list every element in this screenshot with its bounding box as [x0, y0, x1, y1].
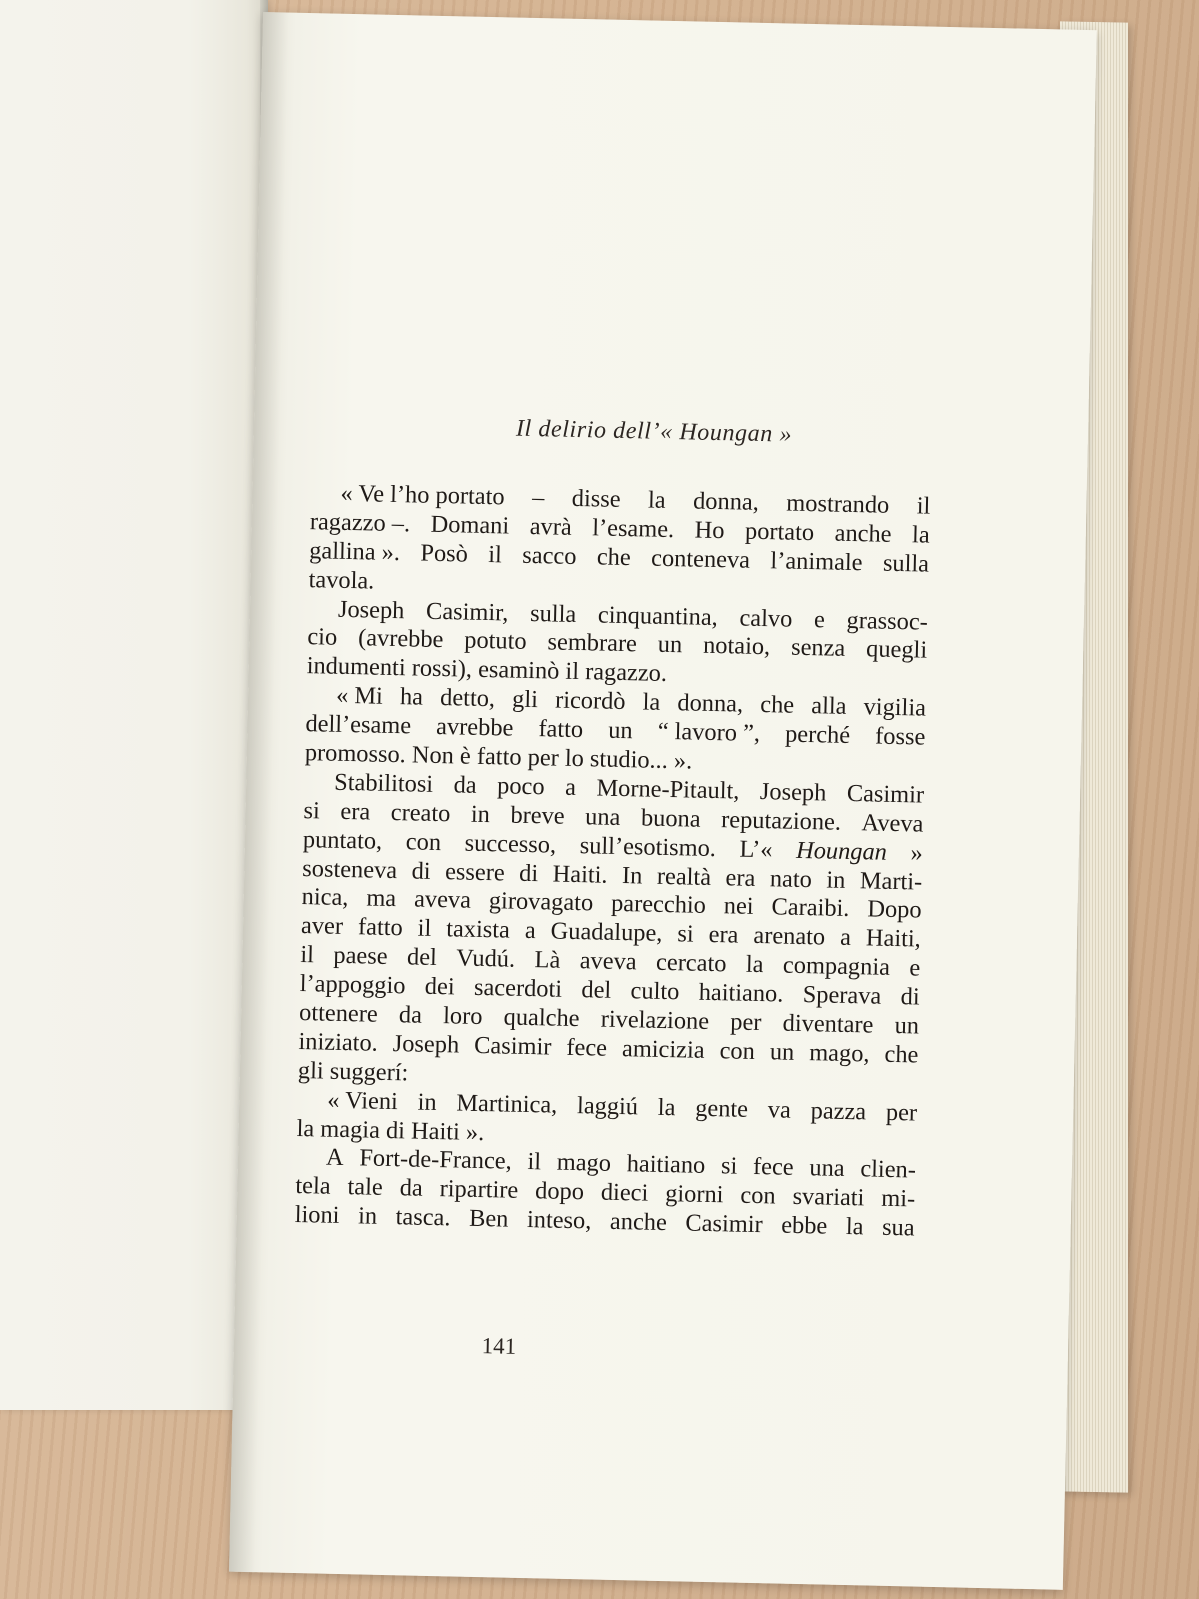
word: Joseph: [337, 595, 405, 624]
word: fosse: [874, 722, 926, 751]
word: Haiti,: [865, 924, 922, 953]
word: inteso,: [526, 1206, 592, 1235]
word: la magia di Haiti ».: [296, 1114, 485, 1146]
word: la: [745, 951, 764, 979]
word: detto,: [439, 684, 496, 713]
word: paese: [333, 942, 388, 971]
word: dei: [424, 972, 455, 1001]
word: qualche: [503, 1003, 580, 1033]
word: essere: [444, 857, 506, 887]
word: giorni: [664, 1180, 724, 1209]
word: che: [596, 543, 632, 571]
word: e: [909, 954, 921, 982]
word: L’«: [739, 835, 773, 863]
word: di: [518, 859, 539, 887]
word: Casimir,: [425, 597, 509, 627]
word: nei: [723, 892, 754, 921]
word: per: [730, 1008, 762, 1037]
word: ricordò: [554, 686, 626, 716]
word: gallina ».: [308, 536, 401, 566]
word: loro: [442, 1002, 483, 1031]
word: lioni: [294, 1201, 340, 1230]
word: Sperava: [802, 981, 882, 1010]
word: notaio,: [702, 632, 771, 661]
word: avrebbe: [435, 713, 514, 742]
word: puntato,: [302, 825, 383, 855]
word: successo,: [464, 829, 557, 859]
word: sull’esotismo.: [579, 831, 717, 862]
word: anche: [834, 519, 892, 548]
word: l’appoggio: [299, 970, 406, 1000]
word: donna,: [692, 487, 760, 516]
word: ebbe: [780, 1211, 828, 1240]
word: dopo: [534, 1177, 585, 1206]
word: la: [642, 688, 661, 717]
word: Ho: [694, 516, 725, 545]
word: nica,: [301, 883, 349, 912]
word: la: [647, 486, 666, 514]
word: svariati: [792, 1183, 865, 1212]
word: Fort-de-France,: [359, 1144, 513, 1176]
word: cio: [307, 623, 338, 652]
word: Houngan: [795, 836, 888, 866]
word: Aveva: [861, 809, 924, 838]
word: sosteneva: [302, 854, 398, 884]
right-page: [229, 12, 1097, 1590]
word: tavola.: [308, 565, 375, 595]
word: –: [531, 483, 545, 512]
word: per: [885, 1098, 918, 1127]
word: va: [767, 1095, 792, 1124]
word: un: [657, 631, 683, 659]
word: fatto: [538, 715, 584, 744]
word: aveva: [579, 947, 637, 976]
word: reputazione.: [720, 805, 842, 836]
left-page: [0, 0, 268, 1410]
running-head: Il delirio dell’« Houngan »: [515, 415, 793, 448]
word: in: [417, 1088, 437, 1116]
word: nato: [769, 864, 813, 893]
word: arenato: [753, 922, 826, 951]
word: con: [740, 1182, 776, 1210]
word: culto: [630, 977, 680, 1006]
word: Posò: [420, 539, 469, 568]
word: un: [607, 716, 633, 745]
word: una: [809, 1154, 845, 1183]
word: il: [527, 1148, 542, 1176]
word: la: [657, 1093, 676, 1121]
word: haitiano: [626, 1150, 706, 1180]
word: pazza: [810, 1096, 867, 1126]
word: tela: [295, 1172, 331, 1201]
word: dieci: [600, 1179, 649, 1208]
word: perché: [784, 720, 851, 750]
word: il: [916, 492, 931, 520]
word: « Vieni: [326, 1086, 399, 1115]
word: rivelazione: [600, 1005, 710, 1035]
word: mago: [556, 1149, 612, 1178]
word: amicizia: [621, 1035, 705, 1064]
word: sacco: [522, 541, 577, 570]
word: compagnia: [782, 951, 891, 982]
word: Guadalupe,: [550, 917, 663, 948]
word: mostrando: [786, 489, 890, 519]
word: fatto: [357, 913, 404, 942]
word: l’esame.: [591, 514, 675, 543]
word: il: [417, 914, 432, 943]
word: avrà: [529, 512, 573, 541]
word: Joseph: [392, 1030, 460, 1059]
word: portato: [744, 517, 815, 547]
word: cercato: [655, 949, 727, 978]
word: diventare: [782, 1009, 874, 1039]
word: era: [708, 921, 739, 949]
word: che: [759, 691, 795, 719]
word: a: [524, 917, 536, 945]
word: Morne-Pitault,: [596, 774, 740, 805]
word: Vudú.: [456, 944, 516, 973]
word: mi-: [881, 1185, 916, 1213]
word: grassoc-: [846, 606, 929, 636]
word: calvo: [739, 604, 793, 633]
word: sacerdoti: [473, 973, 563, 1003]
word: girovagato: [488, 887, 594, 917]
word: Casimir: [846, 779, 925, 809]
word: era: [725, 863, 756, 892]
word: tasca.: [395, 1203, 451, 1232]
word: donna,: [677, 689, 744, 718]
word: Casimir: [685, 1209, 763, 1239]
word: dell’esame: [305, 710, 412, 740]
word: promosso. Non è fatto per lo studio... ».: [304, 739, 693, 775]
word: « Ve l’ho portato: [340, 479, 505, 511]
word: ragazzo –.: [309, 508, 411, 538]
word: laggiú: [576, 1091, 639, 1121]
word: sua: [881, 1214, 915, 1242]
word: era: [340, 797, 371, 826]
word: vigilia: [863, 693, 927, 722]
word: si: [303, 796, 321, 825]
word: aveva: [413, 885, 472, 915]
word: fece: [566, 1033, 608, 1062]
word: A: [325, 1144, 344, 1172]
word: anche: [609, 1208, 668, 1237]
word: tale: [347, 1173, 384, 1202]
word: aver: [300, 912, 344, 941]
word: Marti-: [859, 866, 923, 896]
word: di: [411, 857, 431, 885]
word: in: [826, 866, 846, 894]
word: gli: [511, 685, 539, 714]
word: un: [894, 1012, 920, 1040]
word: di: [900, 983, 920, 1011]
word: in: [470, 800, 491, 828]
word: haitiano.: [698, 978, 784, 1008]
word: cinquantina,: [597, 601, 719, 631]
word: ripartire: [439, 1175, 519, 1205]
word: breve: [510, 801, 565, 830]
word: Ben: [468, 1205, 509, 1233]
word: a: [839, 924, 852, 952]
word: una: [584, 803, 621, 831]
word: si: [677, 920, 694, 948]
word: a: [564, 773, 577, 801]
word: conteneva: [650, 544, 751, 574]
word: ma: [366, 884, 397, 913]
word: la: [845, 1213, 864, 1241]
word: (avrebbe: [357, 624, 444, 654]
word: Martinica,: [456, 1089, 558, 1119]
word: da: [453, 771, 477, 799]
word: buona: [640, 804, 701, 833]
page-number: 141: [481, 1333, 517, 1359]
word: del: [406, 943, 438, 972]
word: del: [581, 976, 612, 1004]
word: fece: [752, 1153, 794, 1182]
word: da: [398, 1001, 423, 1029]
word: Haiti.: [552, 860, 608, 889]
word: In: [621, 861, 643, 890]
word: Caraibi.: [771, 893, 850, 923]
word: indumenti rossi), esaminò il ragazzo.: [306, 652, 668, 688]
word: parecchio: [610, 890, 707, 920]
word: disse: [571, 484, 621, 513]
word: sulla: [882, 549, 930, 578]
word: quegli: [865, 635, 928, 665]
word: sulla: [529, 599, 577, 628]
word: da: [399, 1174, 424, 1203]
word: clien-: [860, 1155, 917, 1184]
word: sembrare: [547, 628, 638, 658]
word: senza: [790, 634, 846, 663]
word: iniziato.: [298, 1027, 379, 1057]
word: si: [720, 1152, 738, 1181]
word: alla: [810, 692, 847, 721]
word: « Mi: [335, 681, 384, 711]
word: taxista: [445, 915, 511, 944]
word: gente: [694, 1094, 749, 1123]
word: ottenere: [298, 999, 379, 1028]
word: in: [357, 1202, 378, 1231]
word: con: [719, 1037, 756, 1065]
word: Stabilitosi: [333, 768, 434, 798]
word: gli suggerí:: [297, 1056, 409, 1087]
word: Casimir: [473, 1031, 552, 1061]
word: un: [769, 1038, 795, 1066]
word: Domani: [430, 510, 510, 540]
word: »: [910, 839, 924, 867]
word: potuto: [464, 626, 527, 656]
body-text: [294, 479, 930, 1244]
word: il: [300, 941, 315, 969]
word: con: [405, 828, 442, 856]
word: la: [911, 521, 930, 549]
word: Joseph: [759, 777, 827, 807]
word: e: [813, 605, 826, 633]
word: realtà: [656, 862, 712, 891]
word: Là: [534, 946, 561, 974]
word: ha: [399, 683, 424, 711]
word: il: [488, 540, 503, 569]
word: mago,: [808, 1039, 870, 1068]
word: creato: [390, 798, 451, 828]
word: poco: [496, 772, 545, 801]
word: l’animale: [770, 546, 863, 576]
word: Dopo: [867, 895, 922, 925]
word: “ lavoro ”,: [657, 717, 761, 748]
word: che: [884, 1040, 919, 1069]
